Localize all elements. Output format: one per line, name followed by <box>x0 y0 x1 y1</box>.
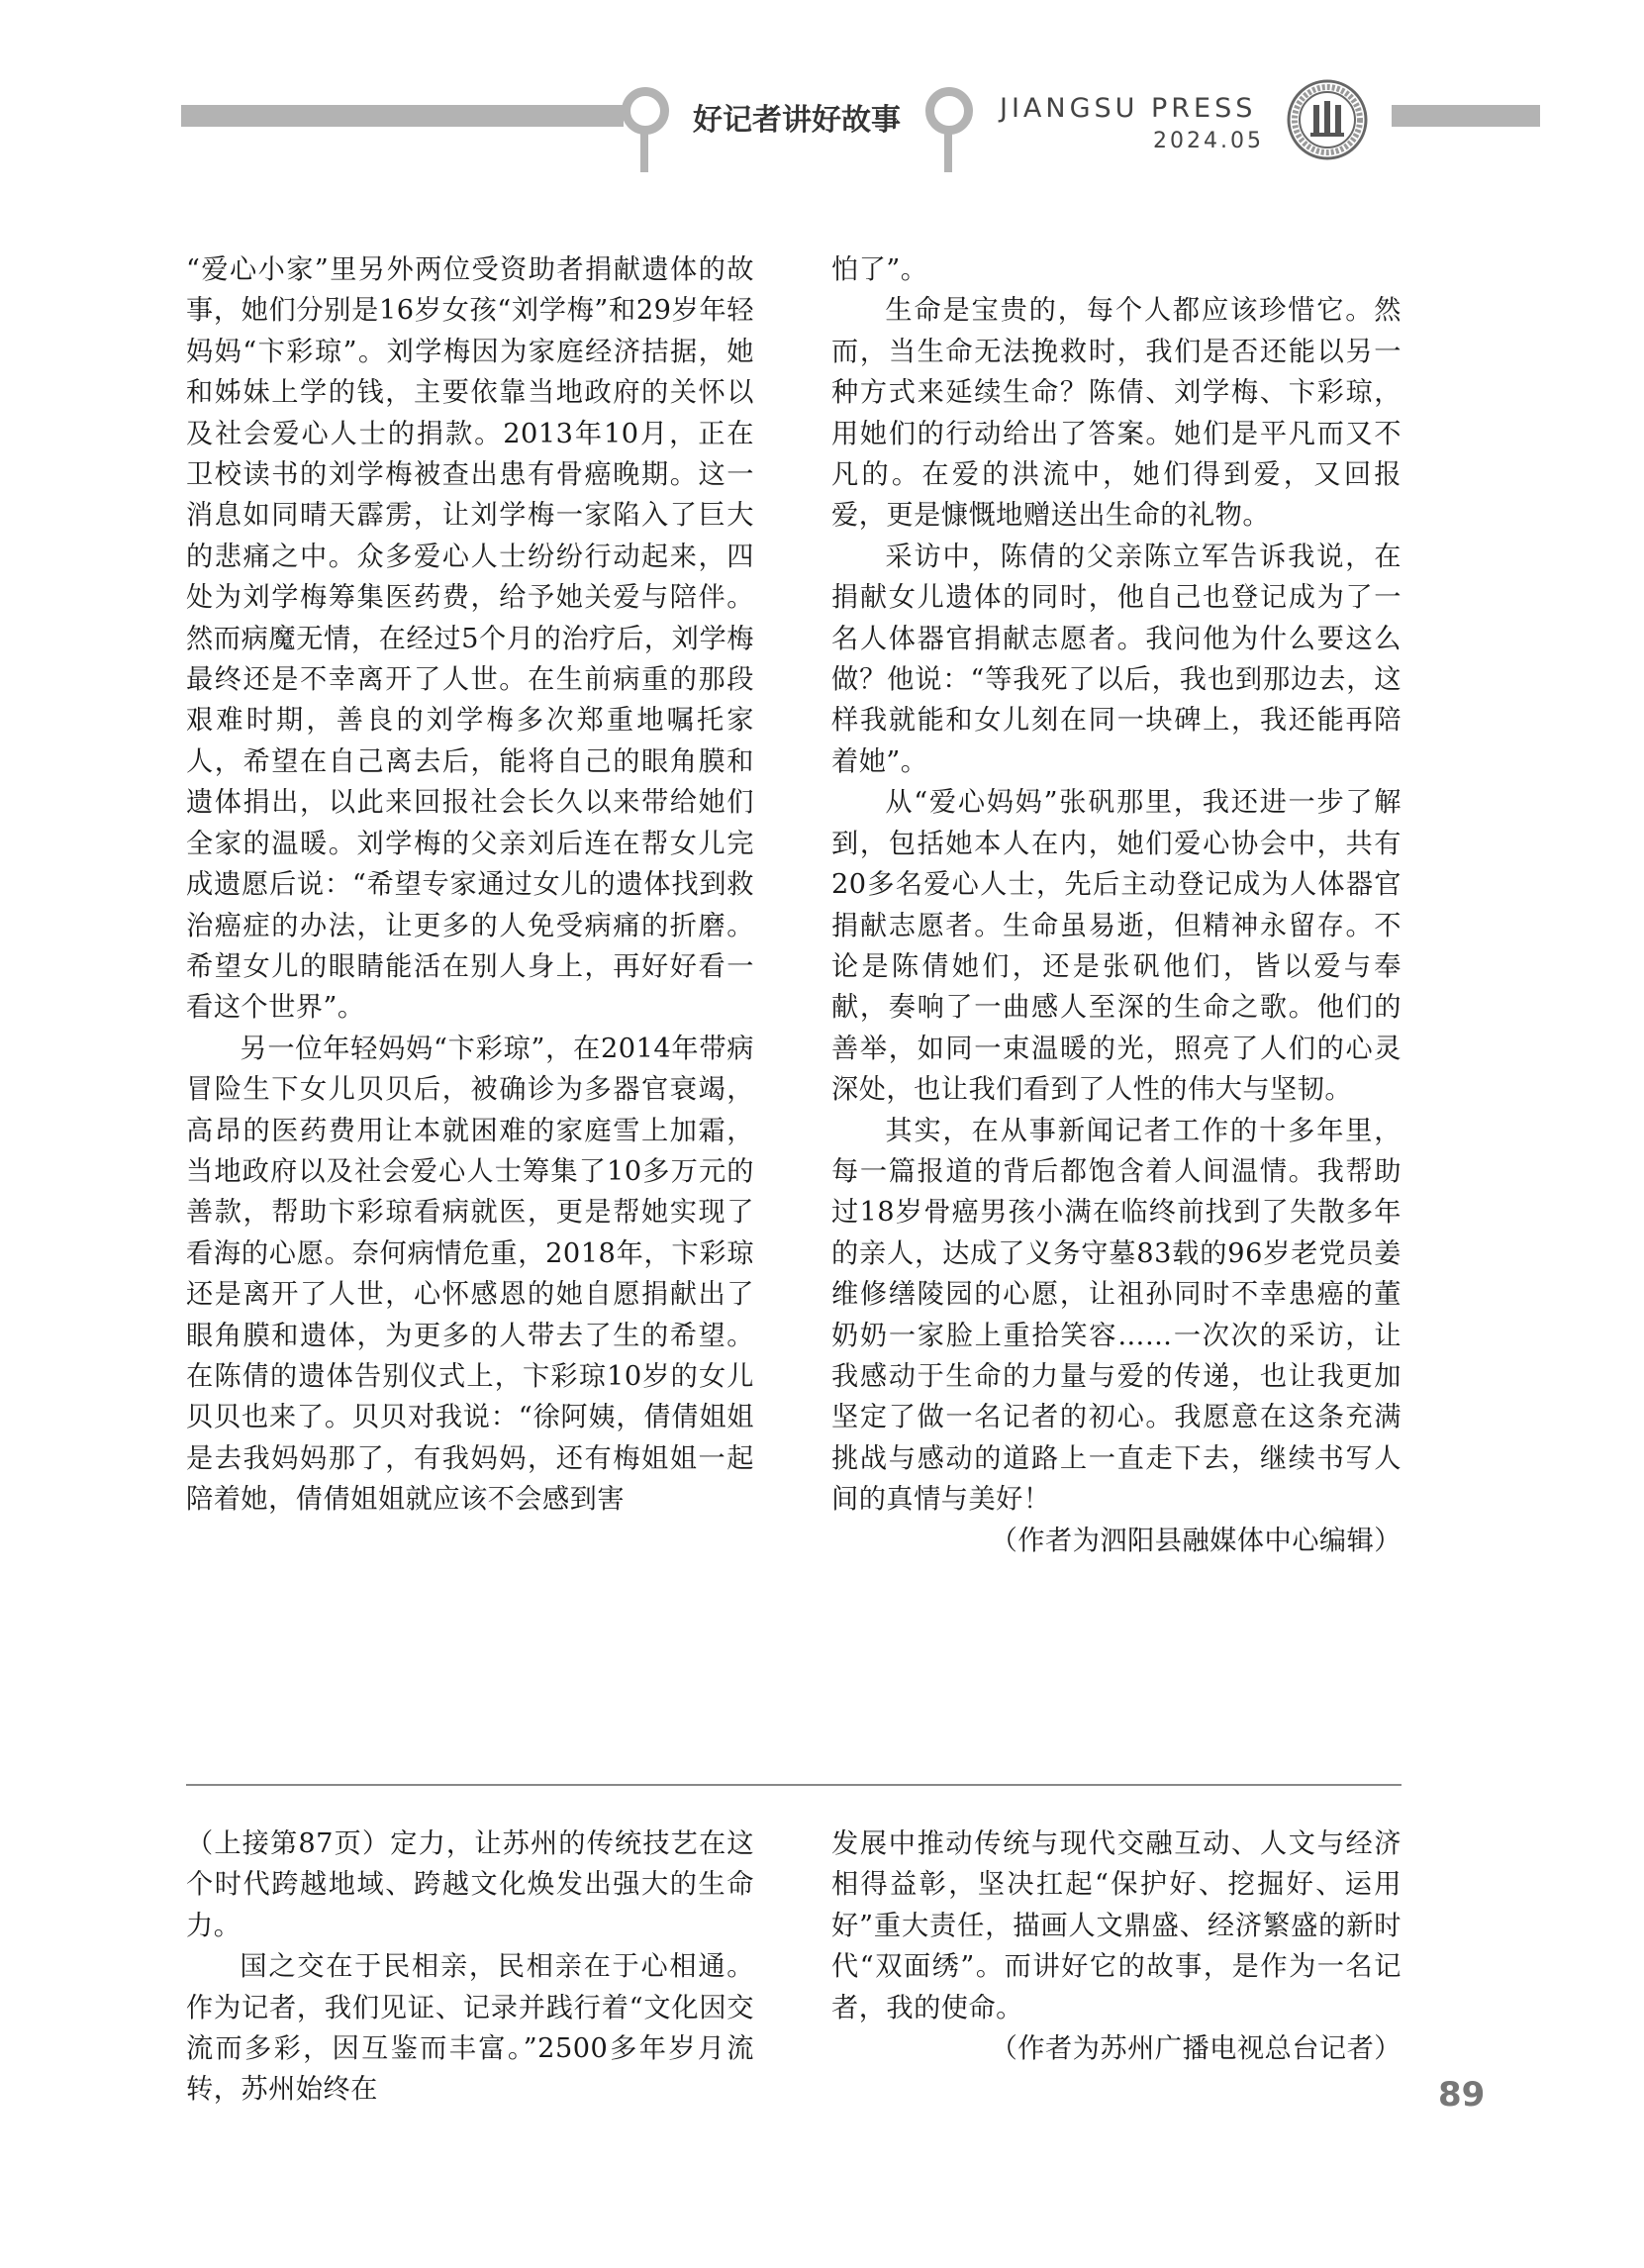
paragraph: 另一位年轻妈妈“卞彩琼”，在2014年带病冒险生下女儿贝贝后，被确诊为多器官衰竭，高昂的医药费用让本就困难的家庭雪上加霜，当地政府以及社会爱心人士筹集了10多万元的善款，帮助卞彩琼看病就医，更是帮她实现了看海的心愿。奈何病情危重，2018年，卞彩琼还是离开了人世，心怀感恩的她自愿捐献出了眼角膜和遗体，为更多的人带去了生的希望。在陈倩的遗体告别仪式上，卞彩琼10岁的女儿贝贝也来了。贝贝对我说：“徐阿姨，倩倩姐姐是去我妈妈那了，有我妈妈，还有梅姐姐一起陪着她，倩倩姐姐就应该不会感到害 <box>186 1033 754 1516</box>
continuation-column-left <box>186 1824 754 2111</box>
header-pin-icon <box>925 87 973 135</box>
paragraph: 采访中，陈倩的父亲陈立军告诉我说，在捐献女儿遗体的同时，他自己也登记成为了一名人体器官捐献志愿者。我问他为什么要这么做？他说：“等我死了以后，我也到那边去，这样我就能和女儿刻在同一块碑上，我还能再陪着她”。 <box>831 541 1402 777</box>
paragraph: 生命是宝贵的，每个人都应该珍惜它。然而，当生命无法挽救时，我们是否还能以另一种方式来延续生命？陈倩、刘学梅、卞彩琼，用她们的行动给出了答案。她们是平凡而又不凡的。在爱的洪流中，她们得到爱，又回报爱，更是慷慨地赠送出生命的礼物。 <box>831 295 1402 532</box>
column-title: 好记者讲好故事 <box>693 103 901 138</box>
article-column-right <box>831 249 1402 1561</box>
paragraph: （上接第87页）定力，让苏州的传统技艺在这个时代跨越地域、跨越文化焕发出强大的生命力。 <box>186 1828 754 1941</box>
continuation-column-right <box>831 1824 1402 2069</box>
article-column-left <box>186 249 754 1521</box>
press-name: JIANGSU PRESS <box>1000 93 1257 124</box>
author-byline: （作者为泗阳县融媒体中心编辑） <box>990 1525 1402 1556</box>
header-pin-icon <box>622 87 669 135</box>
header-pin-stem <box>944 133 952 172</box>
header-pin-stem <box>640 133 648 172</box>
paragraph: 从“爱心妈妈”张矾那里，我还进一步了解到，包括她本人在内，她们爱心协会中，共有20多名爱心人士，先后主动登记成为人体器官捐献志愿者。生命虽易逝，但精神永留存。不论是陈倩她们，还是张矾他们，皆以爱与奉献，奏响了一曲感人至深的生命之歌。他们的善举，如同一束温暖的光，照亮了人们的心灵深处，也让我们看到了人性的伟大与坚韧。 <box>831 787 1402 1106</box>
paragraph: 怕了”。 <box>831 254 928 285</box>
paragraph: 国之交在于民相亲，民相亲在于心相通。作为记者，我们见证、记录并践行着“文化因交流而多彩，因互鉴而丰富。”2500多年岁月流转，苏州始终在 <box>186 1951 754 2106</box>
seal-icon <box>1287 79 1368 160</box>
page-number: 89 <box>1438 2075 1486 2115</box>
paragraph: 发展中推动传统与现代交融互动、人文与经济相得益彰，坚决扛起“保护好、挖掘好、运用好”重大责任，描画人文鼎盛、经济繁盛的新时代“双面绣”。而讲好它的故事，是作为一名记者，我的使命。 <box>831 1828 1402 2023</box>
header-bar-right <box>1392 105 1540 127</box>
paragraph: “爱心小家”里另外两位受资助者捐献遗体的故事，她们分别是16岁女孩“刘学梅”和29岁年轻妈妈“卞彩琼”。刘学梅因为家庭经济拮据，她和姊妹上学的钱，主要依靠当地政府的关怀以及社会爱心人士的捐款。2013年10月，正在卫校读书的刘学梅被查出患有骨癌晚期。这一消息如同晴天霹雳，让刘学梅一家陷入了巨大的悲痛之中。众多爱心人士纷纷行动起来，四处为刘学梅筹集医药费，给予她关爱与陪伴。然而病魔无情，在经过5个月的治疗后，刘学梅最终还是不幸离开了人世。在生前病重的那段艰难时期，善良的刘学梅多次郑重地嘱托家人，希望在自己离去后，能将自己的眼角膜和遗体捐出，以此来回报社会长久以来带给她们全家的温暖。刘学梅的父亲刘后连在帮女儿完成遗愿后说：“希望专家通过女儿的遗体找到救治癌症的办法，让更多的人免受病痛的折磨。希望女儿的眼睛能活在别人身上，再好好看一看这个世界”。 <box>186 254 754 1024</box>
header-bar-left <box>181 105 624 127</box>
section-divider <box>186 1784 1402 1786</box>
issue-date: 2024.05 <box>1153 129 1264 153</box>
paragraph: 其实，在从事新闻记者工作的十多年里，每一篇报道的背后都饱含着人间温情。我帮助过18岁骨癌男孩小满在临终前找到了失散多年的亲人，达成了义务守墓83载的96岁老党员姜维修缮陵园的心愿，让祖孙同时不幸患癌的董奶奶一家脸上重拾笑容……一次次的采访，让我感动于生命的力量与爱的传递，也让我更加坚定了做一名记者的初心。我愿意在这条充满挑战与感动的道路上一直走下去，继续书写人间的真情与美好！ <box>831 1115 1402 1516</box>
author-byline: （作者为苏州广播电视总台记者） <box>990 2033 1402 2065</box>
